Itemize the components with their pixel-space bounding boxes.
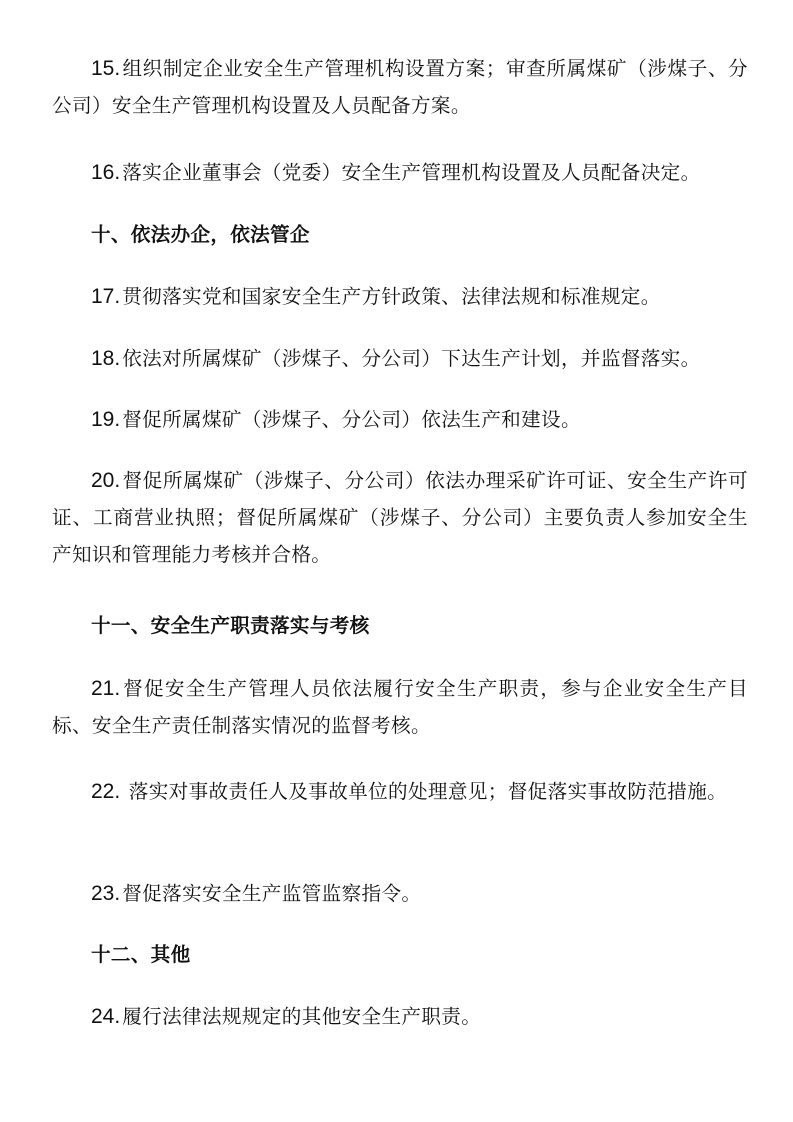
item-text: 督促所属煤矿（涉煤子、分公司）依法办理采矿许可证、安全生产许可证、工商营业执照；督促所属煤矿（涉煤子、分公司）主要负责人参加安全生产知识和管理能力考核并合格。 — [52, 469, 748, 566]
list-item-23 — [52, 875, 748, 912]
list-item-22 — [52, 773, 748, 810]
item-number: 22. — [91, 780, 121, 803]
item-text: 督促安全生产管理人员依法履行安全生产职责，参与企业安全生产目标、安全生产责任制落实情况的监督考核。 — [52, 677, 748, 737]
item-text: 履行法律法规规定的其他安全生产职责。 — [122, 1005, 482, 1028]
item-text: 督促落实安全生产监管监察指令。 — [122, 882, 422, 905]
list-item-20 — [52, 462, 748, 573]
item-number: 17. — [91, 285, 121, 308]
list-item-21 — [52, 670, 748, 744]
item-number: 19. — [91, 408, 121, 431]
item-text: 依法对所属煤矿（涉煤子、分公司）下达生产计划，并监督落实。 — [122, 347, 701, 370]
item-text: 贯彻落实党和国家安全生产方针政策、法律法规和标准规定。 — [122, 285, 661, 308]
item-text: 落实企业董事会（党委）安全生产管理机构设置及人员配备决定。 — [122, 161, 701, 184]
item-number: 24. — [91, 1005, 121, 1028]
list-item-18 — [52, 340, 748, 377]
list-item-16 — [52, 154, 748, 191]
section-heading-12: 十二、其他 — [91, 943, 191, 966]
section-heading-11: 十一、安全生产职责落实与考核 — [91, 614, 370, 637]
item-number: 18. — [91, 347, 121, 370]
list-item-19 — [52, 401, 748, 438]
item-number: 16. — [91, 161, 121, 184]
item-text: 组织制定企业安全生产管理机构设置方案；审查所属煤矿（涉煤子、分公司）安全生产管理机构设置及人员配备方案。 — [52, 57, 748, 117]
item-text: 督促所属煤矿（涉煤子、分公司）依法生产和建设。 — [122, 408, 581, 431]
section-heading-10: 十、依法办企，依法管企 — [91, 223, 310, 246]
item-number: 21. — [91, 677, 121, 700]
item-number: 20. — [91, 469, 121, 492]
list-item-15 — [52, 50, 748, 124]
item-text: 落实对事故责任人及事故单位的处理意见；督促落实事故防范措施。 — [122, 780, 728, 803]
list-item-24 — [52, 998, 748, 1035]
list-item-17 — [52, 278, 748, 315]
item-number: 15. — [91, 57, 121, 80]
item-number: 23. — [91, 882, 121, 905]
